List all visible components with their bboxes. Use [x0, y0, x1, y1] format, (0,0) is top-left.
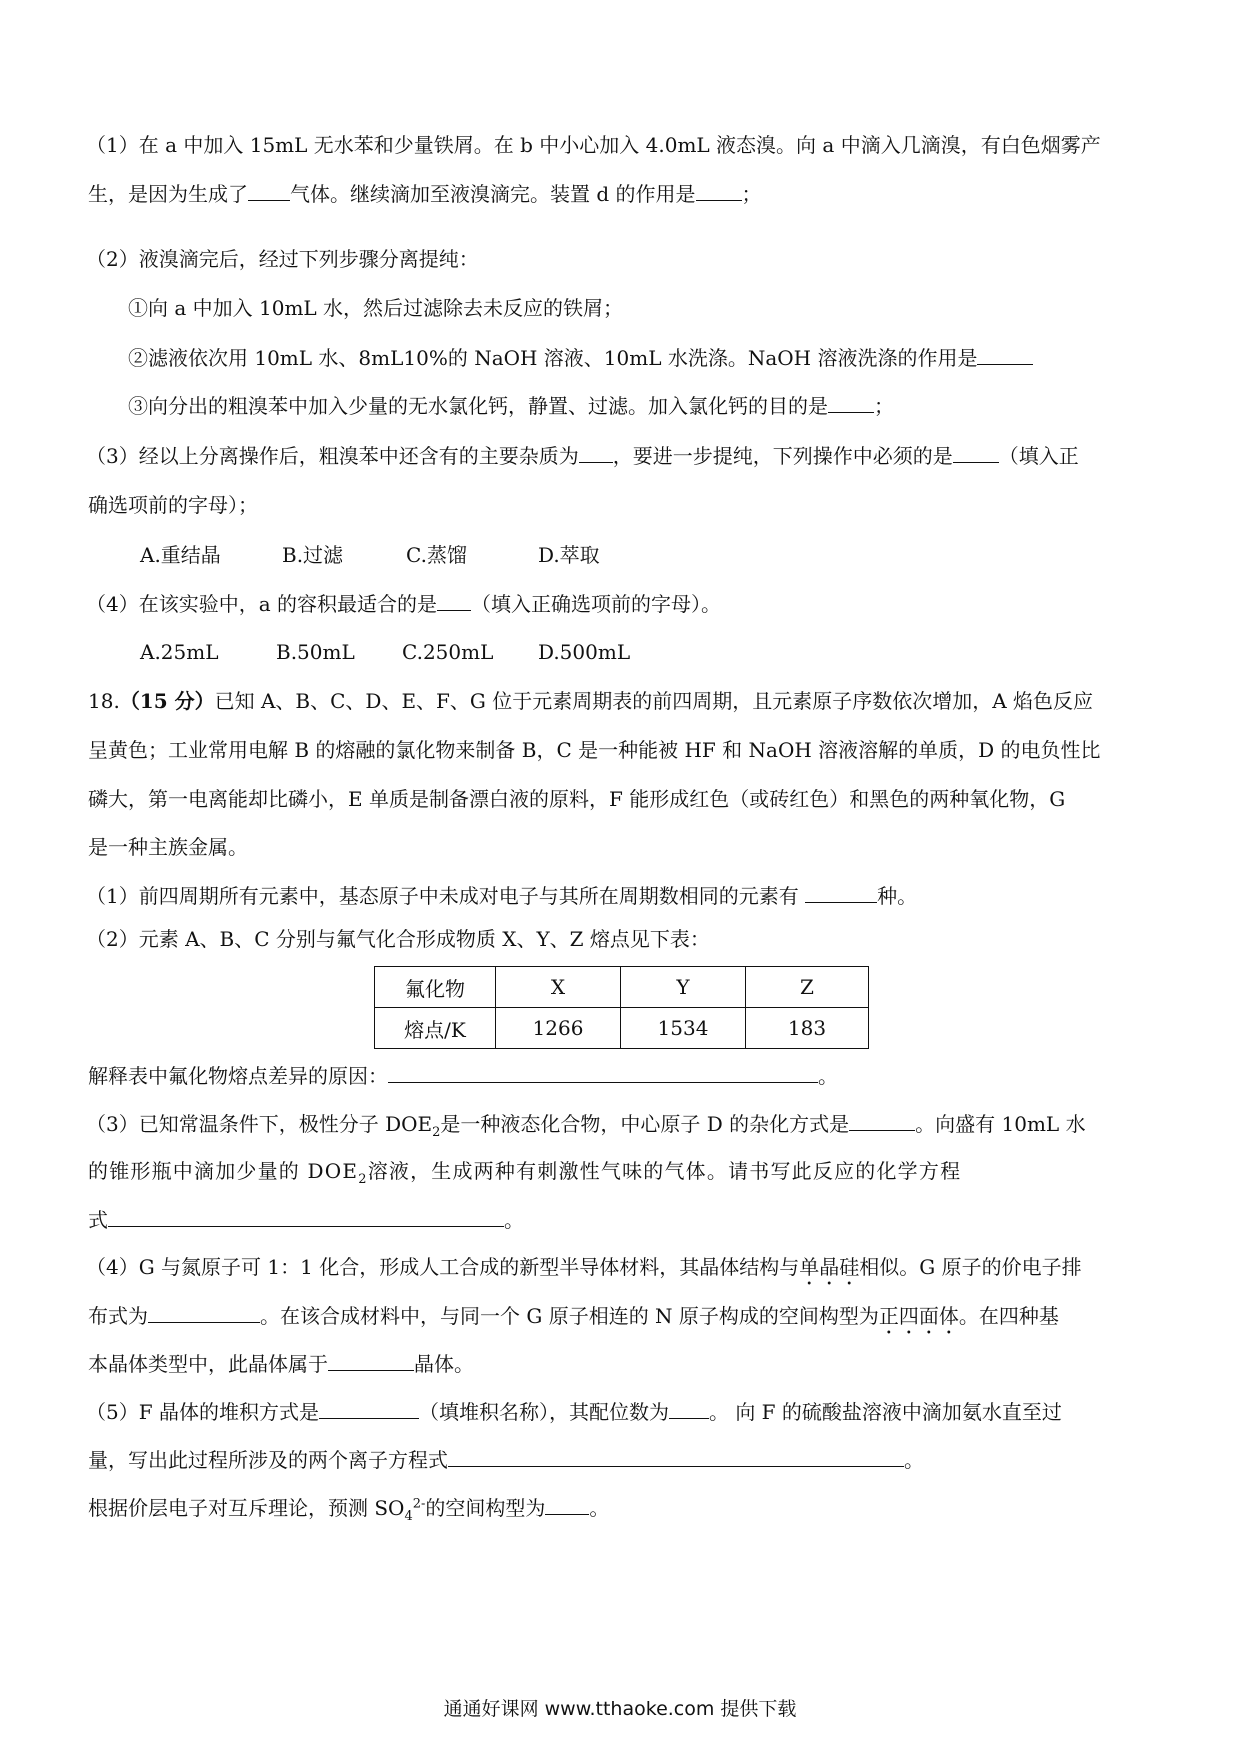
q18-part3-line2: 的锥形瓶中滴加少量的 $DOE_2$溶液，生成两种有刺激性气味的气体。请书写此反应的化学方程 [88, 1159, 962, 1187]
q17-part1-line1: （1）在 a 中加入 15mL 无水苯和少量铁屑。在 b 中小心加入 4.0mL 液态溴。向 a 中滴入几滴溴，有白色烟雾产 [86, 133, 1101, 157]
option-b[interactable]: B.过滤 [282, 543, 344, 567]
answer-blank[interactable] [328, 1348, 414, 1371]
option-d[interactable]: D.500mL [538, 640, 631, 664]
option-c[interactable]: C.250mL [402, 640, 494, 664]
option-a[interactable]: A.重结晶 [140, 543, 221, 567]
answer-blank[interactable] [953, 440, 999, 463]
answer-blank[interactable] [849, 1108, 915, 1131]
answer-blank[interactable] [669, 1396, 709, 1419]
q18-intro-line3: 磷大，第一电离能却比磷小，E 单质是制备漂白液的原料，F 能形成红色（或砖红色）和黑色的两种氧化物，G [88, 787, 1066, 811]
q17-part2-step1: ①向 a 中加入 10mL 水，然后过滤除去未反应的铁屑； [128, 296, 624, 320]
q17-part3-line1: （3）经以上分离操作后，粗溴苯中还含有的主要杂质为 ，要进一步提纯，下列操作中必须的是 （填入正 [86, 440, 1079, 471]
option-a[interactable]: A.25mL [140, 640, 219, 664]
table-cell: 1266 [496, 1008, 621, 1049]
answer-blank[interactable] [108, 1204, 504, 1227]
table-cell: 熔点/K [375, 1008, 496, 1049]
option-c[interactable]: C.蒸馏 [406, 543, 467, 567]
q18-part3-line3: 式 。 [88, 1204, 524, 1235]
q17-part4-line1: （4）在该实验中，a 的容积最适合的是 （填入正确选项前的字母）。 [86, 588, 721, 619]
fluoride-melting-point-table [374, 966, 869, 1049]
table-row [375, 967, 869, 1008]
option-b[interactable]: B.50mL [276, 640, 355, 664]
table-header-cell: 氟化物 [375, 967, 496, 1008]
q18-intro-line4: 是一种主族金属。 [88, 835, 248, 859]
answer-blank[interactable] [437, 588, 471, 611]
q18-part4-line1: （4）G 与氮原子可 1：1 化合，形成人工合成的新型半导体材料，其晶体结构与单晶硅相似。G 原子的价电子排 [86, 1255, 1082, 1279]
q18-table-explain: 解释表中氟化物熔点差异的原因： 。 [88, 1060, 838, 1091]
page-footer: 通通好课网 www.tthaoke.com 提供下载 [443, 1698, 797, 1720]
q18-part3-line1: （3）已知常温条件下，极性分子 $DOE_2$是一种液态化合物，中心原子 D 的杂化方式是 。向盛有 10mL 水 [86, 1108, 1086, 1139]
answer-blank[interactable] [696, 178, 742, 201]
question-number: 18. [88, 689, 120, 713]
table-cell: 183 [746, 1008, 869, 1049]
answer-blank[interactable] [319, 1396, 419, 1419]
q18-part4-line3: 本晶体类型中，此晶体属于 晶体。 [88, 1348, 474, 1379]
answer-blank[interactable] [148, 1300, 260, 1323]
table-header-cell: Y [621, 967, 746, 1008]
q18-intro-line2: 呈黄色；工业常用电解 B 的熔融的氯化物来制备 B，C 是一种能被 HF 和 NaOH 溶液溶解的单质，D 的电负性比 [88, 738, 1101, 762]
q18-part1: （1）前四周期所有元素中，基态原子中未成对电子与其所在周期数相同的元素有 种。 [86, 880, 917, 911]
answer-blank[interactable] [248, 178, 290, 201]
table-cell: 1534 [621, 1008, 746, 1049]
answer-blank[interactable] [579, 440, 613, 463]
q17-part2-line1: （2）液溴滴完后，经过下列步骤分离提纯： [86, 247, 479, 271]
q18-part5-line1: （5）F 晶体的堆积方式是 （填堆积名称），其配位数为 。 向 F 的硫酸盐溶液中滴加氨水直至过 [86, 1396, 1062, 1427]
table-row [375, 1008, 869, 1049]
q18-vsepr: 根据价层电子对互斥理论，预测 $SO_4^{2-}$的空间构型为 。 [88, 1492, 609, 1523]
q18-part4-line2: 布式为 。在该合成材料中，与同一个 G 原子相连的 N 原子构成的空间构型为正四面体。在四种基 [88, 1300, 1059, 1339]
q17-part2-step2: ②滤液依次用 10mL 水、8mL10%的 NaOH 溶液、10mL 水洗涤。NaOH 溶液洗涤的作用是 [128, 342, 1033, 373]
answer-blank[interactable] [545, 1492, 589, 1515]
q18-part2: （2）元素 A、B、C 分别与氟气化合形成物质 X、Y、Z 熔点见下表： [86, 927, 710, 951]
table-header-cell: X [496, 967, 621, 1008]
table-header-cell: Z [746, 967, 869, 1008]
q17-part2-step3: ③向分出的粗溴苯中加入少量的无水氯化钙，静置、过滤。加入氯化钙的目的是 ； [128, 390, 894, 421]
q17-part3-line2: 确选项前的字母）； [88, 493, 258, 517]
question-score: （15 分） [119, 689, 215, 713]
answer-blank[interactable] [977, 342, 1033, 365]
q17-part1-line2: 生，是因为生成了 气体。继续滴加至液溴滴完。装置 d 的作用是 ； [88, 178, 762, 209]
option-d[interactable]: D.萃取 [538, 543, 600, 567]
q18-intro-line1: 18.（15 分）已知 A、B、C、D、E、F、G 位于元素周期表的前四周期，且元素原子序数依次增加，A 焰色反应 [88, 689, 1094, 713]
q18-part5-line2: 量，写出此过程所涉及的两个离子方程式 。 [88, 1444, 924, 1475]
answer-blank[interactable] [448, 1444, 904, 1467]
answer-blank[interactable] [805, 880, 877, 903]
answer-blank[interactable] [828, 390, 874, 413]
answer-blank[interactable] [388, 1060, 818, 1083]
